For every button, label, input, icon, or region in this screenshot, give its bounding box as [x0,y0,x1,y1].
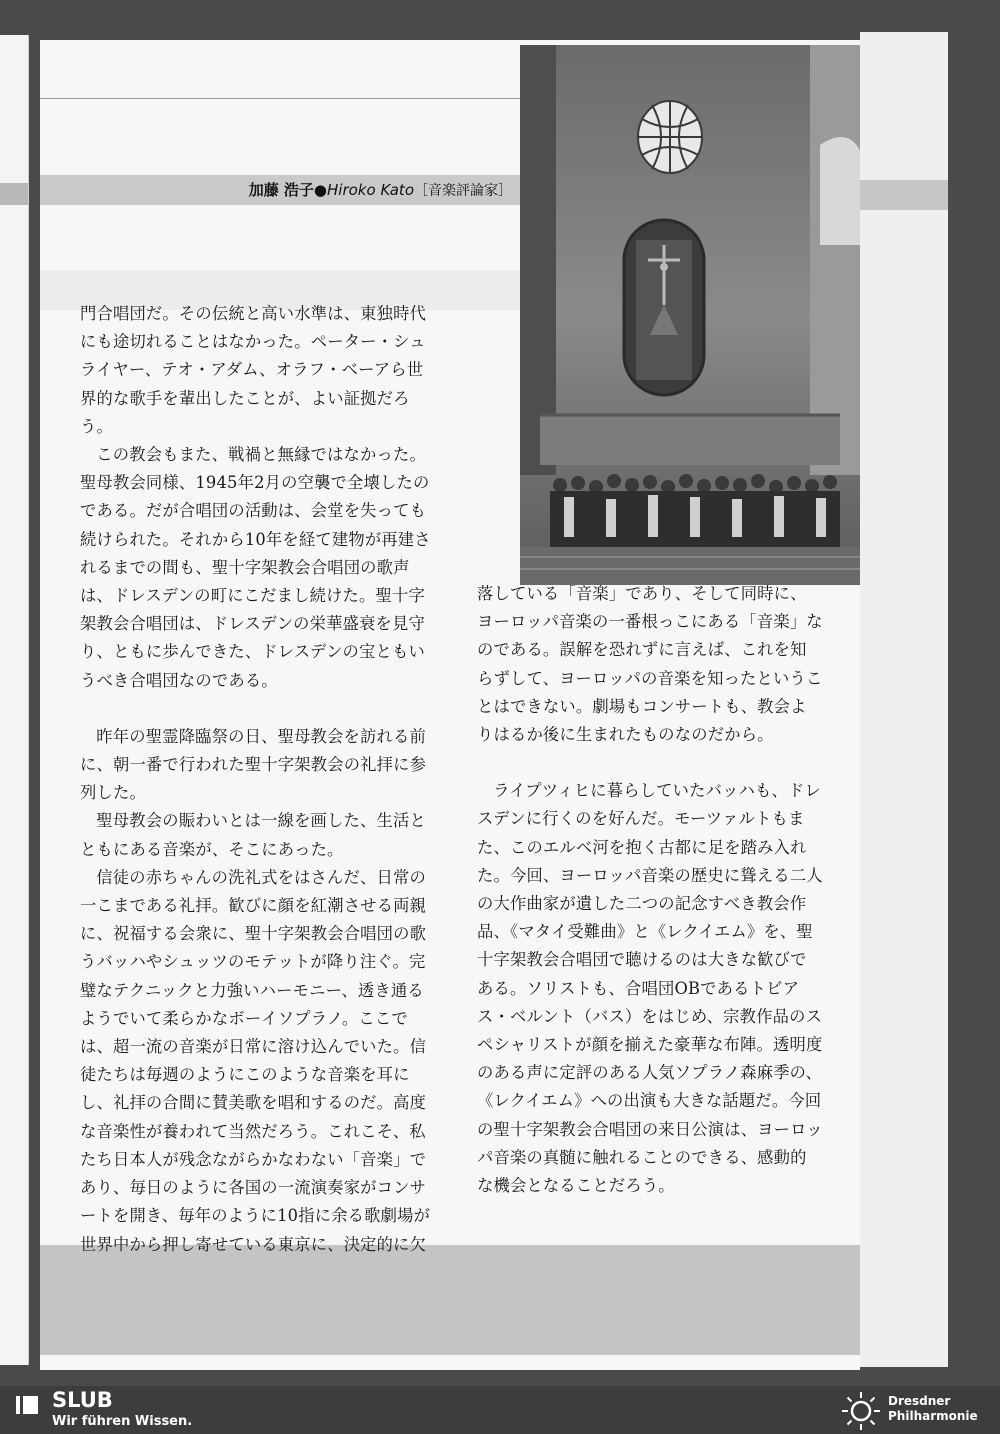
author-byline [249,179,512,200]
text-column-right [477,580,823,1200]
paragraph: この教会もまた、戦禍と無縁ではなかった。聖母教会同様、1945年2月の空襲で全壊したのである。だが合唱団の活動は、会堂を失っても続けられた。それから10年を経て建物が再建されるまでの間も、聖十字架教会合唱団の歌声は、ドレスデンの町にこだまし続けた。聖十字架教会合唱団は、ドレスデンの栄華盛衰を見守り、ともに歩んできた、ドレスデンの宝ともいうべき合唱団なのである。 [80,445,431,690]
slub-book-icon [14,1392,40,1418]
paragraph: 信徒の赤ちゃんの洗礼式をはさんだ、日常の一こまである礼拝。歓びに顔を紅潮させる両親に、祝福する会衆に、聖十字架教会合唱団の歌うバッハやシュッツのモテットが降り注ぐ。完璧なテクニックと力強いハーモニー、透き通るようでいて柔らかなボーイソプラノ。ここでは、超一流の音楽が日常に溶け込んでいた。信徒たちは毎週のようにこのような音楽を耳にし、礼拝の合間に賛美歌を唱和するのだ。高度な音楽性が養われて当然だろう。これこそ、私たち日本人が残念ながらかなわない「音楽」であり、毎日のように各国の一流演奏家がコンサートを開き、毎年のように10指に余る歌劇場が世界中から押し寄せている東京に、決定的に欠 [80,867,431,1254]
bullet-icon: ● [313,181,328,199]
paragraph-gap [80,695,434,723]
paragraph: ライプツィヒに暮らしていたバッハも、ドレスデンに行くのを好んだ。モーツァルトもまた、このエルベ河を抱く古都に足を踏み入れた。今回、ヨーロッパ音楽の歴史に聳える二人の大作曲家が遺した二つの記念すべき教会作品、《マタイ受難曲》と《レクイエム》を、聖十字架教会合唱団で聴けるのは大きな歓びである。ソリストも、合唱団OBであるトビアス・ベルント（バス）をはじめ、宗教作品のスペシャリストが顔を揃えた豪華な布陣。透明度のある声に定評のある人気ソプラノ森麻季の、《レクイエム》への出演も大きな話題だ。今回の聖十字架教会合唱団の来日公演は、ヨーロッパ音楽の真髄に触れることのできる、感動的な機会となることだろう。 [477,781,823,1196]
footer-bar [0,1386,1000,1434]
slub-name: SLUB [52,1388,113,1412]
author-role: ［音楽評論家］ [414,183,512,199]
next-page-edge [860,32,948,1367]
dresdner-philharmonie-sun-icon [840,1390,882,1432]
paragraph: 聖母教会の賑わいとは一線を画した、生活とともにある音楽が、そこにあった。 [80,811,426,859]
previous-page-band [0,183,28,205]
bottom-band [40,1245,860,1355]
author-bar [40,175,520,205]
next-page-band [860,180,948,210]
philharmonie-line2: Philharmonie [888,1409,978,1423]
paragraph: 落している「音楽」であり、そして同時に、ヨーロッパ音楽の一番根っこにある「音楽」なのである。誤解を恐れずに言えば、これを知らずして、ヨーロッパの音楽を知ったということはできない。劇場もコンサートも、教会よりはるか後に生まれたものなのだから。 [477,584,823,745]
paragraph: 昨年の聖霊降臨祭の日、聖母教会を訪れる前に、朝一番で行われた聖十字架教会の礼拝に参列した。 [80,726,427,803]
previous-page-edge [0,35,29,1365]
header-rule [40,98,520,99]
author-roman-name: Hiroko Kato [327,181,414,199]
philharmonie-line1: Dresdner [888,1394,951,1408]
slub-tagline: Wir führen Wissen. [52,1414,193,1429]
church-choir-photo [520,45,860,585]
text-column-left [80,300,434,1259]
paragraph: 門合唱団だ。その伝統と高い水準は、東独時代にも途切れることはなかった。ペーター・シュライヤー、テオ・アダム、オラフ・ベーアら世界的な歌手を輩出したことが、よい証拠だろう。 [80,304,427,436]
author-name: 加藤 浩子 [248,181,314,199]
paragraph-gap [477,749,823,777]
